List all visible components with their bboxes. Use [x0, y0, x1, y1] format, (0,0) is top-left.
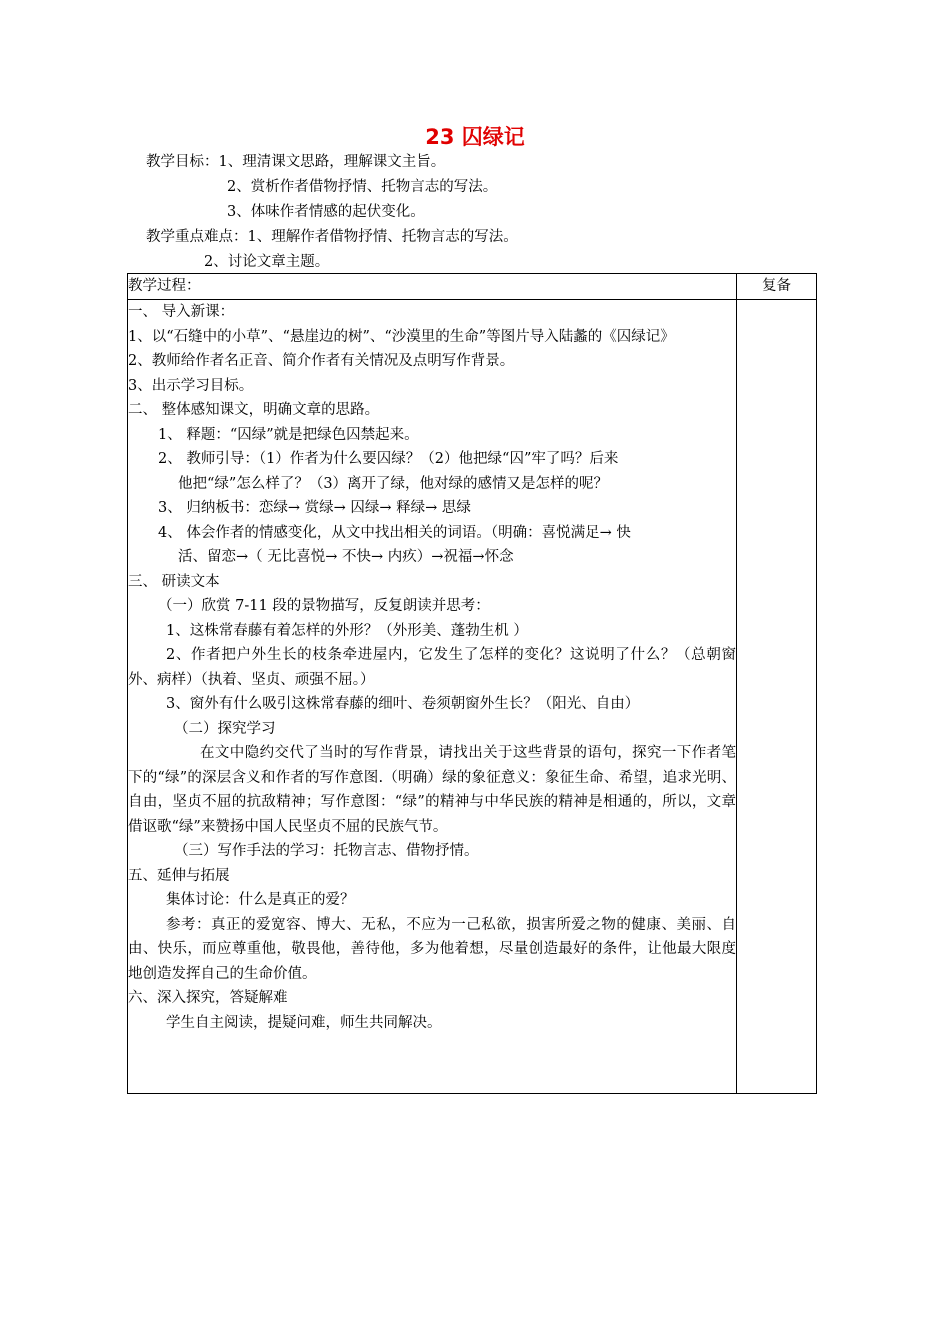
section-overview: 二、 整体感知课文，明确文章的思路。	[128, 402, 380, 418]
subsection-heading: （三）写作手法的学习：托物言志、借物抒情。	[174, 843, 479, 859]
list-item: 3、 归纳板书：恋绿→ 赏绿→ 囚绿→ 释绿→ 思绿	[158, 500, 471, 516]
table-header-row	[128, 274, 817, 300]
list-item: 2、 教师引导：（1）作者为什么要囚绿？（2）他把绿“囚”牢了吗？后来	[158, 451, 619, 467]
teaching-goal-1: 教学目标：1、理清课文思路，理解课文主旨。	[146, 154, 446, 170]
subsection-heading: （一）欣赏 7-11 段的景物描写，反复朗读并思考：	[158, 598, 490, 614]
section-inquiry: 六、深入探究，答疑解难	[128, 990, 288, 1006]
list-item-continued: 他把“绿”怎么样了？（3）离开了绿，他对绿的感情又是怎样的呢？	[178, 475, 609, 492]
list-item: 1、这株常春藤有着怎样的外形？（外形美、蓬勃生机 ）	[166, 622, 528, 639]
list-item: 2、教师给作者名正音、简介作者有关情况及点明写作背景。	[128, 353, 515, 369]
review-header: 复备	[737, 274, 817, 300]
teaching-goal-3: 3、体味作者情感的起伏变化。	[227, 204, 425, 220]
paragraph: 参考：真正的爱宽容、博大、无私，不应为一己私欲，损害所爱之物的健康、美丽、自由、快乐，而应尊重他，敬畏他，善待他，多为他着想，尽量创造最好的条件，让他最大限度地创造发挥自己的生命价值。	[128, 916, 736, 982]
process-header: 教学过程：	[128, 274, 737, 300]
key-point-2: 2、讨论文章主题。	[204, 254, 330, 270]
paragraph: 集体讨论：什么是真正的爱？	[166, 892, 355, 908]
section-reading: 三、 研读文本	[128, 573, 220, 590]
section-extension: 五、延伸与拓展	[128, 867, 230, 884]
list-item-continued: 活、留恋→（ 无比喜悦→ 不快→ 内疚）→祝福→怀念	[178, 549, 514, 565]
list-item: 4、 体会作者的情感变化，从文中找出相关的词语。（明确：喜悦满足→ 快	[158, 524, 631, 541]
list-item: 3、出示学习目标。	[128, 377, 254, 394]
review-column	[737, 300, 817, 1094]
document-title: 23 囚绿记	[425, 125, 525, 149]
process-content	[128, 300, 737, 1094]
list-item: 2、作者把户外生长的枝条牵进屋内，它发生了怎样的变化？这说明了什么？（总朝窗外、病样）（执着、坚贞、顽强不屈。）	[128, 647, 736, 688]
section-intro: 一、 导入新课：	[128, 304, 235, 320]
lesson-table	[127, 273, 817, 1094]
list-item: 1、 释题：“囚绿”就是把绿色囚禁起来。	[158, 426, 419, 443]
subsection-heading: （二）探究学习	[174, 720, 276, 737]
list-item: 3、窗外有什么吸引这株常春藤的细叶、卷须朝窗外生长？（阳光、自由）	[166, 696, 640, 712]
table-body-row	[128, 300, 817, 1094]
paragraph: 在文中隐约交代了当时的写作背景，请找出关于这些背景的语句，探究一下作者笔下的“绿”的深层含义和作者的写作意图.（明确）绿的象征意义：象征生命、希望，追求光明、自由，坚贞不屈的抗敌精神；写作意图：“绿”的精神与中华民族的精神是相通的，所以，文章借讴歌“绿”来赞扬中国人民坚贞不屈的民族气节。	[128, 745, 736, 835]
list-item: 1、以“石缝中的小草”、“悬崖边的树”、“沙漠里的生命”等图片导入陆蠡的《囚绿记》	[128, 328, 675, 345]
teaching-goal-2: 2、赏析作者借物抒情、托物言志的写法。	[227, 179, 498, 195]
paragraph: 学生自主阅读，提疑问难，师生共同解决。	[166, 1014, 442, 1031]
key-point-1: 教学重点难点：1、理解作者借物抒情、托物言志的写法。	[146, 229, 518, 245]
